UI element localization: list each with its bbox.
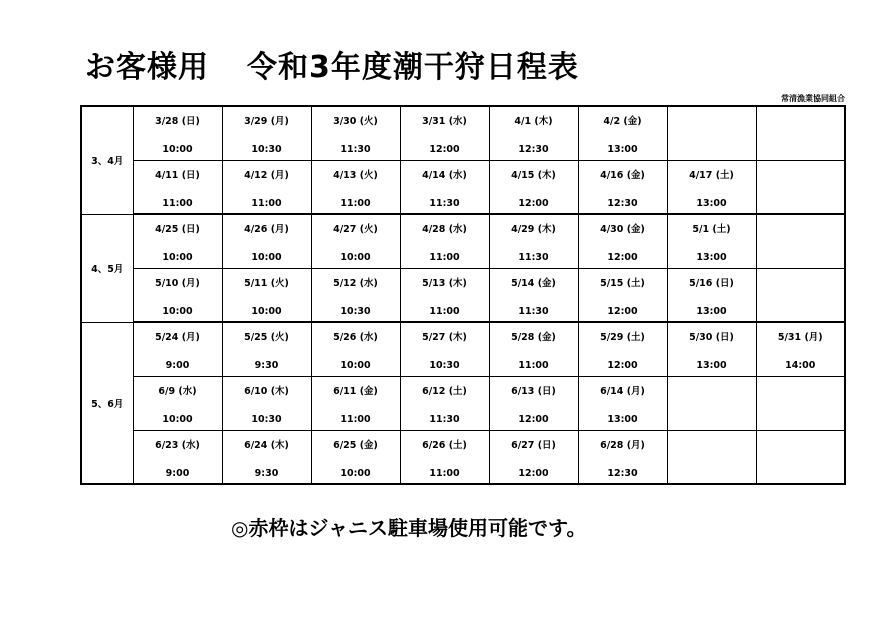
schedule-cell bbox=[578, 322, 667, 376]
cell-time bbox=[757, 467, 845, 481]
cell-time bbox=[668, 467, 756, 481]
cell-date: 4/25 (日) bbox=[155, 224, 200, 235]
cell-date bbox=[757, 223, 845, 237]
schedule-cell bbox=[133, 268, 222, 322]
schedule-cell bbox=[133, 376, 222, 430]
cell-time: 9:30 bbox=[254, 467, 279, 479]
cell-time: 11:00 bbox=[340, 197, 371, 209]
cell-date: 4/13 (火) bbox=[333, 169, 378, 181]
cell-date: 5/29 (土) bbox=[600, 332, 645, 343]
cell-date: 5/25 (火) bbox=[244, 332, 289, 343]
cell-time: 10:00 bbox=[340, 467, 371, 479]
cell-date: 6/23 (水) bbox=[155, 439, 200, 451]
schedule-cell bbox=[489, 214, 578, 268]
schedule-cell bbox=[222, 106, 311, 160]
cell-date: 4/2 (金) bbox=[603, 116, 642, 127]
schedule-cell bbox=[756, 430, 845, 484]
schedule-cell bbox=[578, 106, 667, 160]
cell-time: 11:00 bbox=[429, 252, 460, 263]
cell-date: 3/31 (水) bbox=[422, 116, 467, 127]
schedule-cell bbox=[667, 322, 756, 376]
cell-time: 10:00 bbox=[340, 252, 371, 263]
schedule-cell bbox=[756, 160, 845, 214]
table-row bbox=[81, 322, 845, 376]
cell-date: 5/27 (木) bbox=[422, 332, 467, 343]
cell-time: 10:00 bbox=[340, 360, 371, 371]
schedule-cell bbox=[578, 376, 667, 430]
schedule-cell bbox=[667, 214, 756, 268]
cell-date: 6/14 (月) bbox=[600, 385, 645, 397]
cell-date: 6/10 (木) bbox=[244, 385, 289, 397]
cell-date: 4/14 (水) bbox=[422, 169, 467, 181]
organization-name: 常清漁業協同組合 bbox=[781, 94, 845, 103]
cell-time: 10:30 bbox=[429, 360, 460, 371]
month-label: 4、5月 bbox=[81, 214, 133, 322]
cell-time: 10:00 bbox=[251, 252, 282, 263]
cell-date: 5/14 (金) bbox=[511, 277, 556, 289]
schedule-cell bbox=[222, 214, 311, 268]
schedule-cell bbox=[667, 268, 756, 322]
cell-date: 5/1 (土) bbox=[692, 224, 731, 235]
cell-time: 12:30 bbox=[518, 144, 549, 155]
table-row bbox=[81, 214, 845, 268]
cell-date: 6/24 (木) bbox=[244, 439, 289, 451]
cell-time: 12:00 bbox=[607, 305, 638, 317]
cell-date: 5/15 (土) bbox=[600, 277, 645, 289]
cell-date: 4/1 (木) bbox=[514, 116, 553, 127]
cell-date: 5/11 (火) bbox=[244, 277, 289, 289]
schedule-cell bbox=[489, 376, 578, 430]
cell-time: 9:00 bbox=[165, 360, 190, 371]
cell-time: 11:30 bbox=[429, 413, 460, 425]
cell-date: 6/26 (土) bbox=[422, 439, 467, 451]
schedule-cell bbox=[667, 376, 756, 430]
table-row bbox=[81, 430, 845, 484]
schedule-cell bbox=[400, 376, 489, 430]
cell-time: 10:00 bbox=[251, 305, 282, 317]
cell-time: 10:00 bbox=[162, 252, 193, 263]
cell-time: 11:30 bbox=[340, 144, 371, 155]
schedule-cell bbox=[222, 322, 311, 376]
schedule-cell bbox=[311, 430, 400, 484]
schedule-cell bbox=[133, 322, 222, 376]
title-audience: お客様用 bbox=[85, 50, 209, 85]
schedule-cell bbox=[489, 430, 578, 484]
cell-time: 12:00 bbox=[518, 197, 549, 209]
cell-time: 9:30 bbox=[254, 360, 279, 371]
cell-date: 3/28 (日) bbox=[155, 116, 200, 127]
schedule-cell bbox=[311, 268, 400, 322]
schedule-cell bbox=[756, 214, 845, 268]
cell-time: 11:00 bbox=[518, 360, 549, 371]
cell-time: 13:00 bbox=[696, 305, 727, 317]
cell-date: 5/24 (月) bbox=[155, 332, 200, 343]
month-label: 5、6月 bbox=[81, 322, 133, 484]
title-main: 令和3年度潮干狩日程表 bbox=[247, 50, 579, 85]
cell-date: 6/28 (月) bbox=[600, 439, 645, 451]
schedule-cell bbox=[578, 160, 667, 214]
schedule-cell bbox=[311, 106, 400, 160]
cell-time: 13:00 bbox=[696, 252, 727, 263]
cell-date: 4/12 (月) bbox=[244, 169, 289, 181]
cell-date bbox=[668, 115, 756, 129]
schedule-cell bbox=[578, 430, 667, 484]
schedule-cell bbox=[667, 106, 756, 160]
cell-time: 10:00 bbox=[162, 144, 193, 155]
cell-date bbox=[757, 439, 845, 453]
cell-date: 6/27 (日) bbox=[511, 439, 556, 451]
schedule-cell bbox=[756, 106, 845, 160]
cell-time: 11:00 bbox=[162, 197, 193, 209]
schedule-cell bbox=[133, 214, 222, 268]
schedule-cell bbox=[400, 430, 489, 484]
cell-date: 6/9 (水) bbox=[158, 385, 197, 397]
cell-time: 12:00 bbox=[429, 144, 460, 155]
schedule-cell bbox=[489, 160, 578, 214]
cell-date: 6/25 (金) bbox=[333, 439, 378, 451]
cell-date bbox=[757, 277, 845, 291]
cell-time: 12:30 bbox=[607, 467, 638, 479]
cell-time: 11:30 bbox=[518, 252, 549, 263]
cell-date: 4/28 (水) bbox=[422, 224, 467, 235]
cell-time: 11:00 bbox=[429, 467, 460, 479]
cell-time: 13:00 bbox=[607, 413, 638, 425]
schedule-cell bbox=[222, 376, 311, 430]
cell-date: 4/30 (金) bbox=[600, 224, 645, 235]
cell-time bbox=[757, 305, 845, 319]
cell-date: 4/16 (金) bbox=[600, 169, 645, 181]
schedule-cell bbox=[133, 430, 222, 484]
cell-date: 5/26 (水) bbox=[333, 332, 378, 343]
schedule-cell bbox=[489, 268, 578, 322]
cell-date: 6/11 (金) bbox=[333, 385, 378, 397]
cell-time: 11:30 bbox=[429, 197, 460, 209]
schedule-cell bbox=[756, 376, 845, 430]
cell-time: 12:00 bbox=[518, 413, 549, 425]
cell-time: 12:00 bbox=[607, 252, 638, 263]
cell-time bbox=[757, 413, 845, 427]
schedule-cell bbox=[222, 160, 311, 214]
table-row bbox=[81, 160, 845, 214]
schedule-cell bbox=[489, 106, 578, 160]
cell-date: 4/29 (木) bbox=[511, 224, 556, 235]
schedule-cell bbox=[222, 430, 311, 484]
cell-date: 3/30 (火) bbox=[333, 116, 378, 127]
month-label: 3、4月 bbox=[81, 106, 133, 214]
schedule-cell bbox=[222, 268, 311, 322]
cell-time: 10:00 bbox=[162, 305, 193, 317]
cell-time: 11:00 bbox=[429, 305, 460, 317]
schedule-cell bbox=[133, 106, 222, 160]
schedule-cell bbox=[400, 214, 489, 268]
cell-date bbox=[668, 439, 756, 453]
schedule-cell bbox=[578, 268, 667, 322]
schedule-cell bbox=[578, 214, 667, 268]
cell-time: 10:00 bbox=[162, 413, 193, 425]
cell-time: 12:00 bbox=[607, 360, 638, 371]
cell-time bbox=[757, 251, 845, 265]
schedule-cell bbox=[133, 160, 222, 214]
cell-time: 11:00 bbox=[340, 413, 371, 425]
schedule-table bbox=[80, 105, 846, 485]
cell-time: 13:00 bbox=[696, 360, 727, 371]
cell-date bbox=[757, 115, 845, 129]
cell-date: 3/29 (月) bbox=[244, 116, 289, 127]
cell-time: 14:00 bbox=[785, 360, 816, 371]
cell-date: 4/17 (土) bbox=[689, 169, 734, 181]
cell-date: 6/12 (土) bbox=[422, 385, 467, 397]
table-row bbox=[81, 376, 845, 430]
cell-time: 13:00 bbox=[696, 197, 727, 209]
table-row bbox=[81, 106, 845, 160]
cell-date: 5/16 (日) bbox=[689, 277, 734, 289]
schedule-cell bbox=[667, 160, 756, 214]
schedule-cell bbox=[311, 214, 400, 268]
schedule-cell bbox=[400, 322, 489, 376]
cell-date: 6/13 (日) bbox=[511, 385, 556, 397]
cell-time: 10:30 bbox=[251, 144, 282, 155]
cell-time: 13:00 bbox=[607, 144, 638, 155]
schedule-cell bbox=[311, 160, 400, 214]
cell-time bbox=[668, 143, 756, 157]
schedule-cell bbox=[400, 268, 489, 322]
table-row bbox=[81, 268, 845, 322]
schedule-cell bbox=[400, 160, 489, 214]
cell-time: 10:30 bbox=[340, 305, 371, 317]
schedule-cell bbox=[756, 268, 845, 322]
cell-date: 5/13 (木) bbox=[422, 277, 467, 289]
cell-date: 5/30 (日) bbox=[689, 332, 734, 343]
schedule-cell bbox=[756, 322, 845, 376]
schedule-cell bbox=[311, 322, 400, 376]
cell-date: 5/28 (金) bbox=[511, 332, 556, 343]
cell-date bbox=[668, 385, 756, 399]
cell-date: 4/26 (月) bbox=[244, 224, 289, 235]
cell-date: 5/10 (月) bbox=[155, 277, 200, 289]
cell-date: 4/15 (木) bbox=[511, 169, 556, 181]
cell-date bbox=[757, 169, 845, 183]
cell-time: 9:00 bbox=[165, 467, 190, 479]
cell-time: 12:30 bbox=[607, 197, 638, 209]
cell-time bbox=[668, 413, 756, 427]
cell-date bbox=[757, 385, 845, 399]
page-title bbox=[85, 42, 579, 86]
cell-time: 12:00 bbox=[518, 467, 549, 479]
cell-time bbox=[757, 197, 845, 211]
cell-time: 11:30 bbox=[518, 305, 549, 317]
schedule-cell bbox=[489, 322, 578, 376]
cell-time: 10:30 bbox=[251, 413, 282, 425]
cell-time: 11:00 bbox=[251, 197, 282, 209]
schedule-cell bbox=[400, 106, 489, 160]
cell-date: 5/12 (水) bbox=[333, 277, 378, 289]
parking-note: ◎赤枠はジャニス駐車場使用可能です。 bbox=[231, 516, 587, 540]
schedule-cell bbox=[667, 430, 756, 484]
cell-time bbox=[757, 143, 845, 157]
cell-date: 4/27 (火) bbox=[333, 224, 378, 235]
cell-date: 5/31 (月) bbox=[777, 332, 823, 343]
cell-date: 4/11 (日) bbox=[155, 169, 200, 181]
schedule-cell bbox=[311, 376, 400, 430]
